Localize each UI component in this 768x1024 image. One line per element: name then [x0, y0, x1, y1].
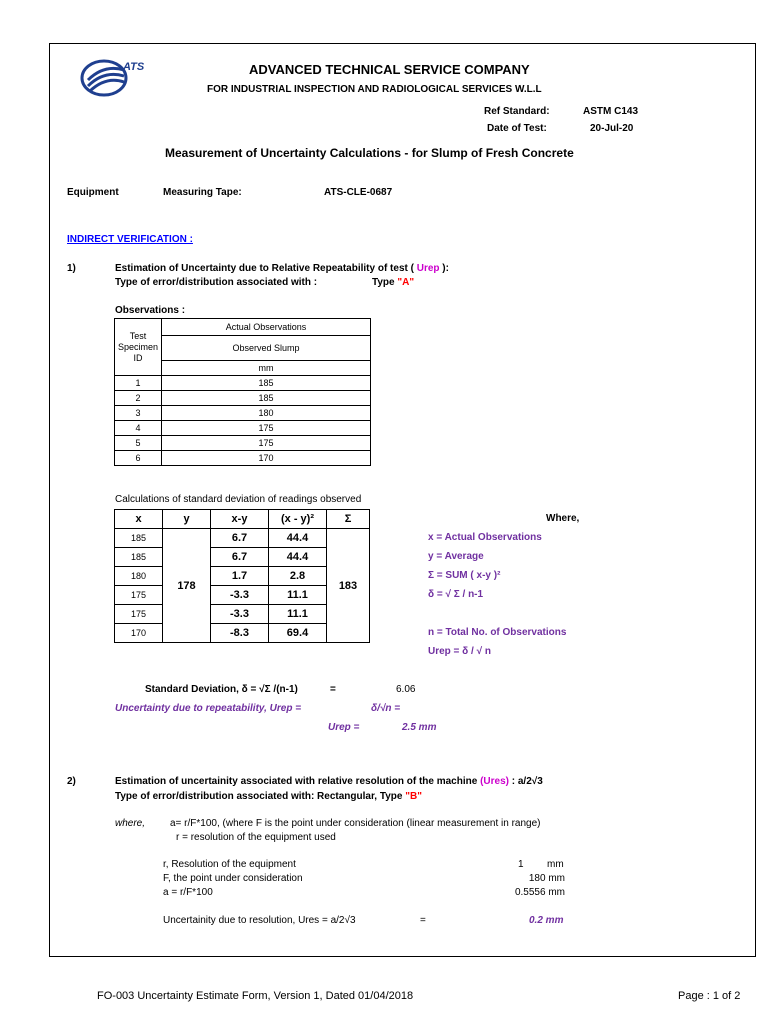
date-of-test-label: Date of Test:	[487, 123, 547, 134]
section-2-where-r: r = resolution of the equipment used	[176, 832, 336, 843]
indirect-verification-heading: INDIRECT VERIFICATION :	[67, 234, 193, 245]
page-title: Measurement of Uncertainty Calculations - for Slump of Fresh Concrete	[165, 146, 574, 160]
ures-label: Uncertainity due to resolution, Ures = a/2√3	[163, 915, 356, 926]
calc-header-xy: x-y	[211, 510, 269, 529]
obs-id: 2	[115, 391, 162, 406]
point-value: 180 mm	[528, 873, 565, 884]
obs-value: 175	[162, 436, 371, 451]
where-x: x = Actual Observations	[428, 532, 542, 543]
obs-id: 6	[115, 451, 162, 466]
calc-x: 185	[115, 548, 163, 567]
observations-label: Observations :	[115, 305, 186, 316]
ures-equals: =	[420, 915, 426, 926]
section-2-line1: Estimation of uncertainity associated with relative resolution of the machine (Ures) : a/2√3	[115, 776, 543, 787]
calc-diff: 6.7	[211, 529, 269, 548]
ref-standard-value: ASTM C143	[583, 106, 639, 117]
obs-header-unit: mm	[162, 361, 371, 376]
section-1-line1: Estimation of Uncertainty due to Relative Repeatability of test ( Urep ):	[115, 263, 449, 274]
table-row	[115, 529, 370, 548]
obs-value: 170	[162, 451, 371, 466]
calc-header-sigma: Σ	[327, 510, 370, 529]
resolution-unit: mm	[547, 859, 564, 870]
observations-table	[114, 318, 371, 466]
calc-header-x: x	[115, 510, 163, 529]
calc-diff: 6.7	[211, 548, 269, 567]
section-2-where: where,	[115, 818, 146, 829]
calc-x: 185	[115, 529, 163, 548]
section-1-type: Type "A"	[372, 277, 415, 288]
calc-sum: 183	[327, 529, 370, 643]
ref-standard-label: Ref Standard:	[484, 106, 550, 117]
obs-value: 185	[162, 376, 371, 391]
urep-value: 2.5 mm	[402, 722, 437, 733]
obs-id: 3	[115, 406, 162, 421]
calc-diff: -8.3	[211, 624, 269, 643]
calc-diff: -3.3	[211, 605, 269, 624]
table-row	[115, 451, 371, 466]
table-row	[115, 391, 371, 406]
equipment-id: ATS-CLE-0687	[324, 187, 393, 198]
logo-text: ATS	[123, 61, 145, 73]
resolution-value: 1	[518, 859, 524, 870]
table-row	[115, 436, 371, 451]
where-n: n = Total No. of Observations	[428, 627, 567, 638]
calc-square: 2.8	[269, 567, 327, 586]
std-dev-equals: =	[330, 684, 336, 695]
calc-caption: Calculations of standard deviation of readings observed	[115, 494, 362, 505]
date-of-test-value: 20-Jul-20	[590, 123, 634, 134]
a-value: 0.5556 mm	[514, 887, 565, 898]
urep-label-2: Urep =	[328, 722, 360, 733]
std-dev-label: Standard Deviation, δ = √Σ /(n-1)	[145, 684, 298, 695]
calc-header-sq: (x - y)²	[269, 510, 327, 529]
calc-square: 69.4	[269, 624, 327, 643]
ures-value: 0.2 mm	[529, 915, 564, 926]
ats-logo	[80, 58, 162, 100]
table-row	[115, 421, 371, 436]
std-dev-value: 6.06	[396, 684, 416, 695]
calc-x: 170	[115, 624, 163, 643]
footer-form-info: FO-003 Uncertainty Estimate Form, Version 1, Dated 01/04/2018	[97, 990, 414, 1002]
where-delta: δ = √ Σ / n-1	[428, 589, 484, 600]
where-title: Where,	[546, 513, 580, 524]
calc-header-y: y	[163, 510, 211, 529]
where-urep: Urep = δ / √ n	[428, 646, 491, 657]
where-y: y = Average	[428, 551, 484, 562]
company-name: ADVANCED TECHNICAL SERVICE COMPANY	[249, 62, 530, 77]
table-row	[115, 376, 371, 391]
point-label: F, the point under consideration	[163, 873, 303, 884]
calc-square: 11.1	[269, 586, 327, 605]
obs-id: 5	[115, 436, 162, 451]
obs-value: 180	[162, 406, 371, 421]
section-2-number: 2)	[67, 776, 76, 787]
equipment-label: Equipment	[67, 187, 119, 198]
calc-x: 180	[115, 567, 163, 586]
section-1-line2-label: Type of error/distribution associated with :	[115, 277, 318, 288]
calculation-table	[114, 509, 370, 643]
calc-square: 44.4	[269, 529, 327, 548]
obs-id: 1	[115, 376, 162, 391]
obs-header-actual: Actual Observations	[162, 319, 371, 336]
urep-formula: δ/√n =	[371, 703, 401, 714]
where-sigma: Σ = SUM ( x-y )²	[428, 570, 501, 581]
calc-diff: 1.7	[211, 567, 269, 586]
equipment-name: Measuring Tape:	[163, 187, 242, 198]
calc-average: 178	[163, 529, 211, 643]
a-label: a = r/F*100	[163, 887, 213, 898]
section-2-line2: Type of error/distribution associated with: Rectangular, Type "B"	[115, 791, 422, 802]
resolution-label: r, Resolution of the equipment	[163, 859, 296, 870]
section-1-number: 1)	[67, 263, 76, 274]
company-subtitle: FOR INDUSTRIAL INSPECTION AND RADIOLOGICAL SERVICES W.L.L	[207, 84, 542, 95]
calc-square: 44.4	[269, 548, 327, 567]
obs-header-specimen: Test Specimen ID	[115, 319, 162, 376]
obs-value: 185	[162, 391, 371, 406]
footer-page-number: Page : 1 of 2	[678, 990, 741, 1002]
section-2-where-a: a= r/F*100, (where F is the point under consideration (linear measurement in range)	[170, 818, 541, 829]
calc-square: 11.1	[269, 605, 327, 624]
urep-label: Uncertainty due to repeatability, Urep =	[115, 703, 302, 714]
calc-x: 175	[115, 586, 163, 605]
calc-diff: -3.3	[211, 586, 269, 605]
table-row	[115, 406, 371, 421]
obs-value: 175	[162, 421, 371, 436]
obs-header-observed: Observed Slump	[162, 336, 371, 361]
obs-id: 4	[115, 421, 162, 436]
calc-x: 175	[115, 605, 163, 624]
